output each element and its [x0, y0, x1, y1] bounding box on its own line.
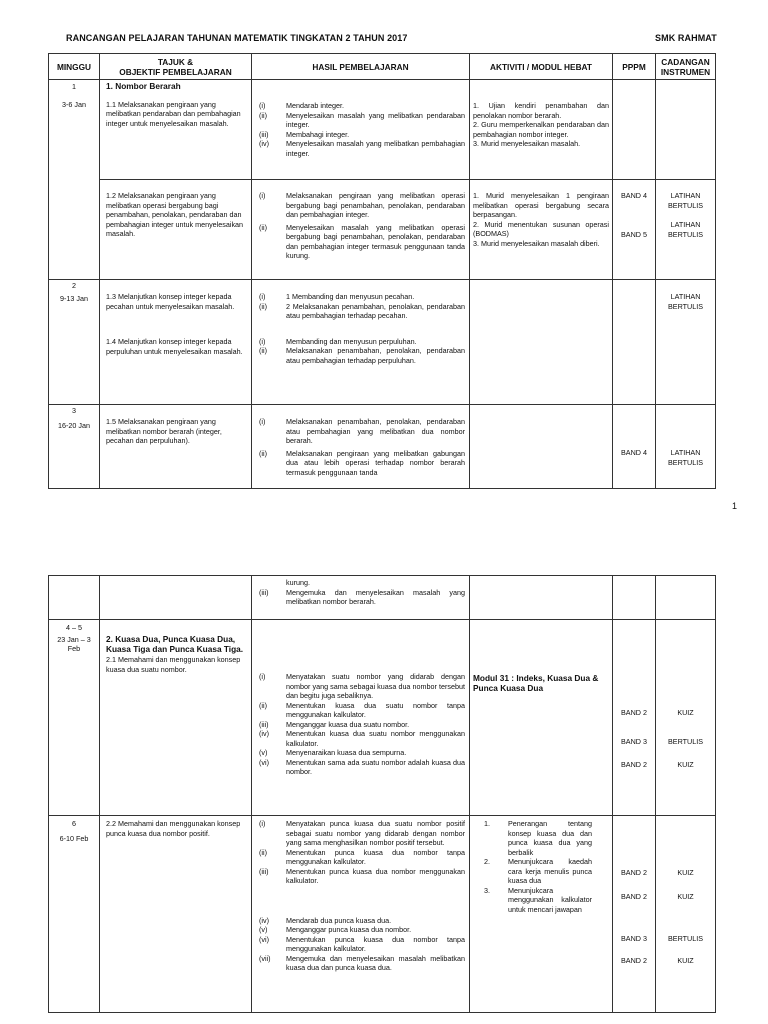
objective-text: 1.3 Melanjutkan konsep integer kepada pecahan untuk menyelesaikan masalah.	[106, 292, 235, 311]
outcome-num: (vii)	[259, 953, 271, 963]
outcome-text: Menganggar punca kuasa dua nombor.	[286, 925, 412, 934]
pppm-cell	[613, 620, 656, 816]
week-cell	[49, 576, 100, 620]
outcome-item	[252, 223, 469, 261]
objective-text: 1.1 Melaksanakan pengiraan yang melibatkan pendaraban dan pembahagian integer untuk menyelesaikan masalah.	[106, 99, 241, 128]
school-name: SMK RAHMAT	[655, 33, 717, 43]
col-header-tajuk	[100, 54, 252, 80]
table-row	[49, 620, 716, 816]
page-number: 1	[732, 501, 738, 511]
outcome-text: Menentukan kuasa dua suatu nombor tanpa menggunakan kalkulator.	[286, 700, 465, 719]
outcome-item	[252, 292, 469, 302]
outcome-text: Melaksanakan pengiraan yang melibatkan gabungan dua atau lebih operasi terhadap nombor berarah termasuk penggunaan tanda	[286, 448, 465, 477]
outcome-num: (vi)	[259, 934, 269, 944]
week-dates: 16-20 Jan	[58, 420, 90, 430]
objective-text: 1.5 Melaksanakan pengiraan yang melibatkan nombor berarah (integer, pecahan dan perpuluhan).	[106, 417, 222, 445]
week-dates: 3-6 Jan	[62, 99, 86, 109]
outcome-item	[252, 925, 469, 935]
outcome-text: 2 Melaksanakan penambahan, penolakan, pendaraban atau pembahagian terhadap pecahan.	[286, 301, 465, 320]
activity-item: 1. Murid menyelesaikan 1 pengiraan melibatkan operasi bergabung secara berpasangan.	[473, 191, 609, 219]
outcome-text: Menyatakan punca kuasa dua suatu nombor positif sebagai suatu nombor yang didarab dengan nombor yang sama menghasilkan nombor positif tersebut.	[286, 819, 465, 847]
instrument-label: KUIZ	[677, 891, 694, 901]
outcome-text: Mendarab dua punca kuasa dua.	[286, 915, 392, 925]
week-cell	[49, 816, 100, 1013]
band-label: BAND 2	[621, 955, 647, 965]
outcome-text: Mengemuka dan menyelesaikan masalah yang melibatkan nombor berarah.	[286, 587, 465, 606]
outcome-item	[252, 954, 469, 973]
activity-item: 3. Murid menyelesaikan masalah diberi.	[473, 238, 600, 248]
activity-item	[470, 886, 596, 915]
instrument-cell	[656, 280, 716, 405]
col-header-cadangan-line1: CADANGAN	[661, 57, 710, 67]
instrument-label: BERTULIS	[667, 736, 704, 746]
outcome-cell	[252, 816, 470, 1013]
outcome-text: Menentukan sama ada suatu nombor adalah kuasa dua nombor.	[286, 757, 465, 776]
col-header-aktiviti: AKTIVITI / MODUL HEBAT	[470, 54, 613, 80]
outcome-cell	[252, 280, 470, 405]
instrument-label: LATIHAN BERTULIS	[667, 448, 704, 467]
outcome-num: (ii)	[259, 700, 267, 710]
band-label: BAND 2	[621, 891, 647, 901]
week-number: 6	[72, 819, 76, 828]
outcome-num: (ii)	[259, 301, 267, 311]
outcome-item	[252, 449, 469, 478]
activity-cell	[470, 280, 613, 405]
week-dates: 9-13 Jan	[60, 293, 88, 303]
objective-cell	[100, 405, 252, 489]
activity-cell	[470, 180, 613, 280]
outcome-item	[252, 672, 469, 701]
outcome-text: Menyelesaikan masalah yang melibatkan pendaraban integer.	[286, 110, 465, 129]
outcome-text: Menentukan punca kuasa dua nombor tanpa menggunakan kalkulator.	[286, 934, 465, 953]
instrument-cell	[656, 576, 716, 620]
week-dates: 23 Jan – 3 Feb	[57, 634, 91, 653]
outcome-cell	[252, 576, 470, 620]
band-label: BAND 2	[621, 708, 647, 717]
objective-text: 1.2 Melaksanakan pengiraan yang melibatkan operasi bergabung bagi penambahan, penolakan, pendaraban dan pembahagian integer untuk menyelesaikan masalah.	[106, 191, 244, 238]
outcome-num: (ii)	[259, 847, 267, 857]
week-cell	[49, 80, 100, 180]
band-label: BAND 3	[621, 934, 647, 943]
col-header-hasil: HASIL PEMBELAJARAN	[252, 54, 470, 80]
outcome-num: (v)	[259, 748, 268, 757]
outcome-text-continued: kurung.	[286, 578, 310, 587]
outcome-num: (ii)	[259, 448, 267, 458]
col-header-tajuk-line2: OBJEKTIF PEMBELAJARAN	[119, 67, 232, 77]
outcome-item	[252, 101, 469, 111]
band-label: BAND 2	[621, 868, 647, 877]
outcome-text: Menentukan kuasa dua suatu nombor menggunakan kalkulator.	[286, 729, 465, 748]
table-row	[49, 816, 716, 1013]
instrument-label: KUIZ	[677, 868, 694, 877]
objective-cell	[100, 280, 252, 405]
outcome-num: (iv)	[259, 915, 269, 925]
table-row	[49, 405, 716, 489]
outcome-text: Membahagi integer.	[286, 129, 350, 139]
band-label: BAND 3	[621, 736, 647, 746]
outcome-text: Mengemuka dan menyelesaikan masalah melibatkan kuasa dua dan punca kuasa dua.	[286, 953, 465, 972]
week-cell	[49, 405, 100, 489]
outcome-item	[252, 337, 469, 347]
outcome-item	[252, 139, 469, 158]
objective-text: 2.1 Memahami dan menggunakan konsep kuasa dua suatu nombor.	[106, 655, 241, 674]
outcome-item	[252, 417, 469, 446]
outcome-cell	[252, 620, 470, 816]
pppm-cell	[613, 180, 656, 280]
objective-text: 2.2 Memahami dan menggunakan konsep punca kuasa dua nombor positif.	[106, 819, 241, 838]
outcome-item	[252, 819, 469, 848]
table-row	[49, 576, 716, 620]
outcome-item	[252, 302, 469, 321]
outcome-num: (i)	[259, 292, 266, 301]
document-title: RANCANGAN PELAJARAN TAHUNAN MATEMATIK TINGKATAN 2 TAHUN 2017	[66, 33, 408, 43]
activity-item: 1. Ujian kendiri penambahan dan penolakan nombor berarah.	[473, 101, 609, 120]
week-number: 3	[72, 406, 76, 415]
activity-cell	[470, 620, 613, 816]
activity-text: Menunjukcara menggunakan kalkulator untuk mencari jawapan	[508, 885, 592, 914]
activity-text: Penerangan tentang konsep kuasa dua dan punca kuasa dua yang berbalik	[508, 819, 592, 857]
col-header-tajuk-line1: TAJUK &	[157, 57, 194, 67]
outcome-item	[252, 588, 469, 607]
objective-cell	[100, 180, 252, 280]
activity-num: 1.	[484, 819, 490, 828]
outcome-item	[252, 191, 469, 220]
instrument-cell	[656, 80, 716, 180]
outcome-item	[252, 701, 469, 720]
band-label: BAND 4	[621, 191, 647, 200]
table-row	[49, 80, 716, 180]
objective-cell	[100, 816, 252, 1013]
pppm-cell	[613, 80, 656, 180]
activity-num: 3.	[484, 885, 490, 895]
outcome-text: Menyatakan suatu nombor yang didarab dengan nombor yang sama sebagai kuasa dua nombor tersebut dan begitu juga sebaliknya.	[286, 672, 465, 700]
outcome-text: Menyelesaikan masalah yang melibatkan pembahagian integer.	[286, 139, 465, 158]
instrument-cell	[656, 405, 716, 489]
module-title: Modul 31 : Indeks, Kuasa Dua & Punca Kuasa Dua	[473, 673, 599, 693]
table-row	[49, 280, 716, 405]
outcome-item	[252, 867, 469, 886]
table-header-row	[49, 54, 716, 80]
outcome-cell	[252, 405, 470, 489]
col-header-minggu: MINGGU	[49, 54, 100, 80]
activity-item	[470, 857, 596, 886]
pppm-cell	[613, 576, 656, 620]
week-cell	[49, 280, 100, 405]
outcome-text: 1 Membanding dan menyusun pecahan.	[286, 292, 415, 301]
topic-title: 2. Kuasa Dua, Punca Kuasa Dua, Kuasa Tiga dan Punca Kuasa Tiga.	[106, 634, 244, 654]
outcome-item	[252, 916, 469, 926]
activity-item	[470, 819, 596, 857]
outcome-text: Membanding dan menyusun perpuluhan.	[286, 336, 417, 346]
topic-title: 1. Nombor Berarah	[106, 81, 181, 91]
activity-cell	[470, 816, 613, 1013]
outcome-num: (i)	[259, 101, 266, 110]
outcome-text: Mendarab integer.	[286, 101, 344, 110]
outcome-item	[252, 848, 469, 867]
outcome-item	[252, 130, 469, 140]
outcome-num: (vi)	[259, 757, 269, 767]
outcome-text: Melaksanakan penambahan, penolakan, pendaraban atau pembahagian yang melibatkan dua nombor berarah.	[286, 417, 465, 445]
outcome-num: (ii)	[259, 110, 267, 120]
week-cell	[49, 180, 100, 280]
band-label: BAND 5	[621, 229, 647, 239]
week-number: 4 – 5	[66, 623, 82, 632]
outcome-item	[252, 729, 469, 748]
outcome-num: (iii)	[259, 587, 269, 597]
objective-text: 1.4 Melanjutkan konsep integer kepada perpuluhan untuk menyelesaikan masalah.	[106, 337, 243, 356]
objective-cell	[100, 576, 252, 620]
activity-item: 3. Murid menyelesaikan masalah.	[473, 139, 581, 148]
col-header-pppm: PPPM	[613, 54, 656, 80]
outcome-num: (ii)	[259, 346, 267, 355]
instrument-label: KUIZ	[677, 708, 694, 717]
outcome-num: (iii)	[259, 719, 269, 729]
activity-cell	[470, 405, 613, 489]
outcome-item	[252, 111, 469, 130]
instrument-label: LATIHAN BERTULIS	[667, 191, 704, 210]
outcome-item	[252, 720, 469, 730]
instrument-label: KUIZ	[677, 760, 694, 769]
instrument-cell	[656, 180, 716, 280]
instrument-label: BERTULIS	[667, 934, 704, 943]
week-cell	[49, 620, 100, 816]
outcome-text: Melaksanakan pengiraan yang melibatkan operasi bergabung bagi penambahan, penolakan, pendaraban dan pembahagian integer.	[286, 191, 465, 219]
col-header-cadangan-line2: INSTRUMEN	[660, 67, 711, 77]
week-dates: 6-10 Feb	[59, 833, 89, 843]
instrument-label: LATIHAN BERTULIS	[667, 220, 704, 239]
outcome-text: Menyenaraikan kuasa dua sempurna.	[286, 748, 407, 757]
outcome-num: (v)	[259, 925, 268, 934]
lesson-plan-table-page-1	[48, 53, 716, 489]
outcome-text: Melaksanakan penambahan, penolakan, pendaraban atau pembahagian terhadap perpuluhan.	[286, 346, 465, 365]
outcome-num: (i)	[259, 672, 266, 681]
outcome-num: (i)	[259, 336, 266, 346]
outcome-num: (iii)	[259, 866, 269, 876]
band-label: BAND 2	[621, 760, 647, 769]
outcome-text: Menyelesaikan masalah yang melibatkan operasi bergabung bagi penambahan, penolakan, pendaraban dan pembahagian integer termasuk penggunaan tanda kurung.	[286, 222, 465, 260]
week-number: 1	[72, 82, 76, 91]
outcome-text: Menentukan punca kuasa dua nombor tanpa menggunakan kalkulator.	[286, 847, 465, 866]
instrument-label: KUIZ	[677, 955, 694, 965]
objective-cell	[100, 80, 252, 180]
outcome-item	[252, 758, 469, 777]
outcome-cell	[252, 180, 470, 280]
col-header-cadangan	[656, 54, 716, 80]
outcome-num: (iv)	[259, 139, 269, 148]
pppm-cell	[613, 816, 656, 1013]
outcome-num: (i)	[259, 191, 266, 200]
outcome-text: Menganggar kuasa dua suatu nombor.	[286, 719, 410, 729]
activity-text: Menunjukcara kaedah cara kerja menulis punca kuasa dua	[508, 857, 592, 885]
activity-cell	[470, 576, 613, 620]
pppm-cell	[613, 405, 656, 489]
pppm-cell	[613, 280, 656, 405]
week-number: 2	[72, 281, 76, 290]
activity-item: 2. Murid menentukan susunan operasi (BODMAS)	[473, 219, 609, 238]
outcome-item	[252, 346, 469, 365]
outcome-num: (i)	[259, 417, 266, 426]
outcome-num: (iv)	[259, 729, 269, 738]
outcome-item	[252, 935, 469, 954]
instrument-cell	[656, 620, 716, 816]
instrument-label: LATIHAN BERTULIS	[667, 292, 704, 311]
table-row	[49, 180, 716, 280]
outcome-text: Menentukan punca kuasa dua nombor menggunakan kalkulator.	[286, 866, 465, 885]
outcome-cell	[252, 80, 470, 180]
activity-cell	[470, 80, 613, 180]
outcome-num: (ii)	[259, 222, 267, 232]
band-label: BAND 4	[621, 448, 647, 457]
outcome-num: (iii)	[259, 129, 269, 139]
instrument-cell	[656, 816, 716, 1013]
outcome-num: (i)	[259, 819, 266, 828]
activity-item: 2. Guru memperkenalkan pendaraban dan pembahagian nombor integer.	[473, 120, 609, 139]
lesson-plan-table-page-2	[48, 575, 716, 1013]
objective-cell	[100, 620, 252, 816]
activity-num: 2.	[484, 857, 490, 866]
outcome-item	[252, 748, 469, 758]
